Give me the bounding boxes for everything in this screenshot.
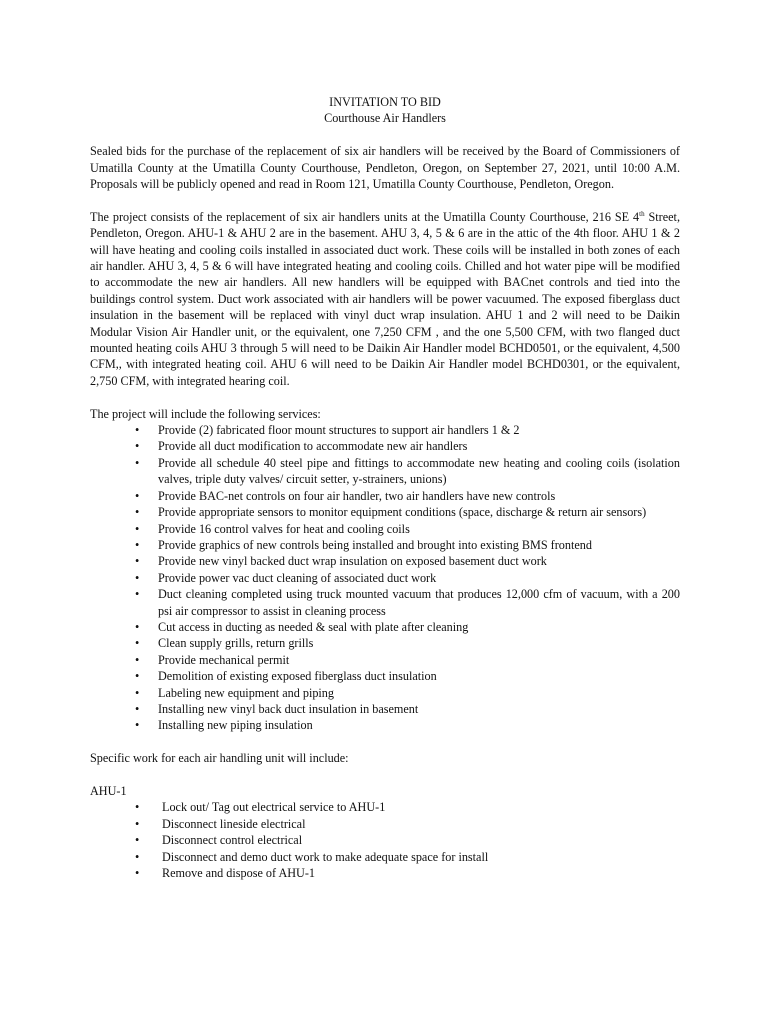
bullet-icon: •	[135, 488, 140, 503]
specific-heading: Specific work for each air handling unit will include:	[90, 751, 349, 766]
bullet-icon: •	[135, 619, 140, 634]
list-item-text: Clean supply grills, return grills	[158, 636, 314, 651]
list-item-text: Provide 16 control valves for heat and cooling coils	[158, 521, 410, 536]
list-item-text: Labeling new equipment and piping	[158, 685, 334, 700]
list-item-text: Provide power vac duct cleaning of associated duct work	[158, 570, 437, 585]
bullet-icon: •	[135, 521, 140, 536]
bullet-icon: •	[135, 652, 140, 667]
bullet-icon: •	[135, 833, 140, 848]
bullet-icon: •	[135, 570, 140, 585]
list-item	[90, 586, 680, 619]
list-item-text: Provide BAC-net controls on four air handler, two air handlers have new controls	[158, 488, 556, 503]
intro-paragraph: Sealed bids for the purchase of the replacement of six air handlers will be received by the Board of Commissioners of Umatilla County at the Umatilla County Courthouse, Pendleton, Oregon, on September 27, 2021, until 10:00 A.M. Proposals will be publicly opened and read in Room 121, Umatilla County Courthouse, Pendleton, Oregon.	[90, 144, 680, 192]
list-item-text: Provide appropriate sensors to monitor equipment conditions (space, discharge & return air sensors)	[158, 505, 647, 520]
list-item-text: Demolition of existing exposed fiberglass duct insulation	[158, 669, 437, 684]
bullet-icon: •	[135, 669, 140, 684]
list-item	[90, 799, 680, 815]
bullet-icon: •	[135, 866, 140, 881]
list-item-text: Provide (2) fabricated floor mount structures to support air handlers 1 & 2	[158, 423, 520, 438]
specific-work-list	[90, 799, 680, 881]
list-item-text: Installing new piping insulation	[158, 718, 313, 733]
bullet-icon: •	[135, 816, 140, 831]
list-item	[90, 537, 680, 553]
list-item	[90, 668, 680, 684]
list-item-text: Lock out/ Tag out electrical service to AHU-1	[162, 800, 386, 815]
bullet-icon: •	[135, 718, 140, 733]
list-item-text: Duct cleaning completed using truck mounted vacuum that produces 12,000 cfm of vacuum, with a 200 psi air compressor to assist in cleaning process	[158, 587, 680, 618]
list-item	[90, 635, 680, 651]
scope-paragraph	[90, 209, 680, 389]
bullet-icon: •	[135, 554, 140, 569]
unit-label: AHU-1	[90, 783, 127, 798]
document-subtitle: Courthouse Air Handlers	[324, 111, 446, 126]
list-item	[90, 865, 680, 881]
list-item	[90, 488, 680, 504]
bullet-icon: •	[135, 587, 140, 602]
list-item	[90, 553, 680, 569]
bullet-icon: •	[135, 423, 140, 438]
bullet-icon: •	[135, 636, 140, 651]
list-item-text: Cut access in ducting as needed & seal with plate after cleaning	[158, 619, 469, 634]
list-item	[90, 504, 680, 520]
list-item-text: Disconnect lineside electrical	[162, 816, 306, 831]
list-item-text: Provide new vinyl backed duct wrap insulation on exposed basement duct work	[158, 554, 547, 569]
bullet-icon: •	[135, 455, 140, 470]
list-item	[90, 570, 680, 586]
bullet-icon: •	[135, 505, 140, 520]
services-heading: The project will include the following services:	[90, 406, 321, 421]
list-item	[90, 816, 680, 832]
list-item	[90, 849, 680, 865]
bullet-icon: •	[135, 849, 140, 864]
list-item	[90, 455, 680, 488]
list-item-text: Provide graphics of new controls being installed and brought into existing BMS frontend	[158, 537, 592, 552]
list-item	[90, 652, 680, 668]
list-item	[90, 685, 680, 701]
document-body	[90, 94, 680, 881]
list-item-text: Provide mechanical permit	[158, 652, 290, 667]
scope-superscript: th	[639, 209, 645, 218]
list-item-text: Disconnect control electrical	[162, 833, 303, 848]
bullet-icon: •	[135, 701, 140, 716]
document-title: INVITATION TO BID	[329, 95, 441, 109]
list-item	[90, 422, 680, 438]
list-item-text: Installing new vinyl back duct insulation in basement	[158, 701, 419, 716]
scope-text-part2: Street, Pendleton, Oregon. AHU-1 & AHU 2 are in the basement. AHU 3, 4, 5 & 6 are in the attic of the 4th floor. AHU 1 & 2 will have heating and cooling coils installed in associated duct work. These coils will be installed in both zones of each air handler. AHU 3, 4, 5 & 6 will have integrated heating and cooling coils. Chilled and hot water pipe will be modified to accommodate the new air handlers. All new handlers will be equipped with BACnet controls and tied into the buildings control system. Duct work associated with air handlers will be power vacuumed. The exposed fiberglass duct insulation in the basement will be replaced with vinyl duct wrap insulation. AHU 1 and 2 will need to be Daikin Modular Vision Air Handler unit, or the equivalent, one 7,250 CFM , and the one 5,500 CFM, with two flanged duct mounted heating coils AHU 3 through 5 will need to be Daikin Air Handler model BCHD0501, or the equivalent, 4,500 CFM,, with integrated heating coil. AHU 6 will need to be Daikin Air Handler model BCHD0301, or the equivalent, 2,750 CFM, with integrated hearing coil.	[90, 209, 680, 388]
list-item-text: Disconnect and demo duct work to make adequate space for install	[162, 849, 489, 864]
list-item	[90, 619, 680, 635]
list-item	[90, 701, 680, 717]
list-item-text: Provide all schedule 40 steel pipe and fittings to accommodate new heating and cooling coils (isolation valves, triple duty valves/ circuit setter, y-strainers, unions)	[158, 455, 680, 487]
services-list	[90, 422, 680, 734]
list-item-text: Provide all duct modification to accommodate new air handlers	[158, 439, 468, 454]
bullet-icon: •	[135, 439, 140, 454]
scope-text-part1: The project consists of the replacement of six air handlers units at the Umatilla County Courthouse, 216 SE 4	[90, 209, 640, 224]
bullet-icon: •	[135, 685, 140, 700]
list-item	[90, 521, 680, 537]
list-item	[90, 438, 680, 454]
bullet-icon: •	[135, 800, 140, 815]
list-item-text: Remove and dispose of AHU-1	[162, 866, 315, 881]
list-item	[90, 717, 680, 733]
list-item	[90, 832, 680, 848]
bullet-icon: •	[135, 537, 140, 552]
